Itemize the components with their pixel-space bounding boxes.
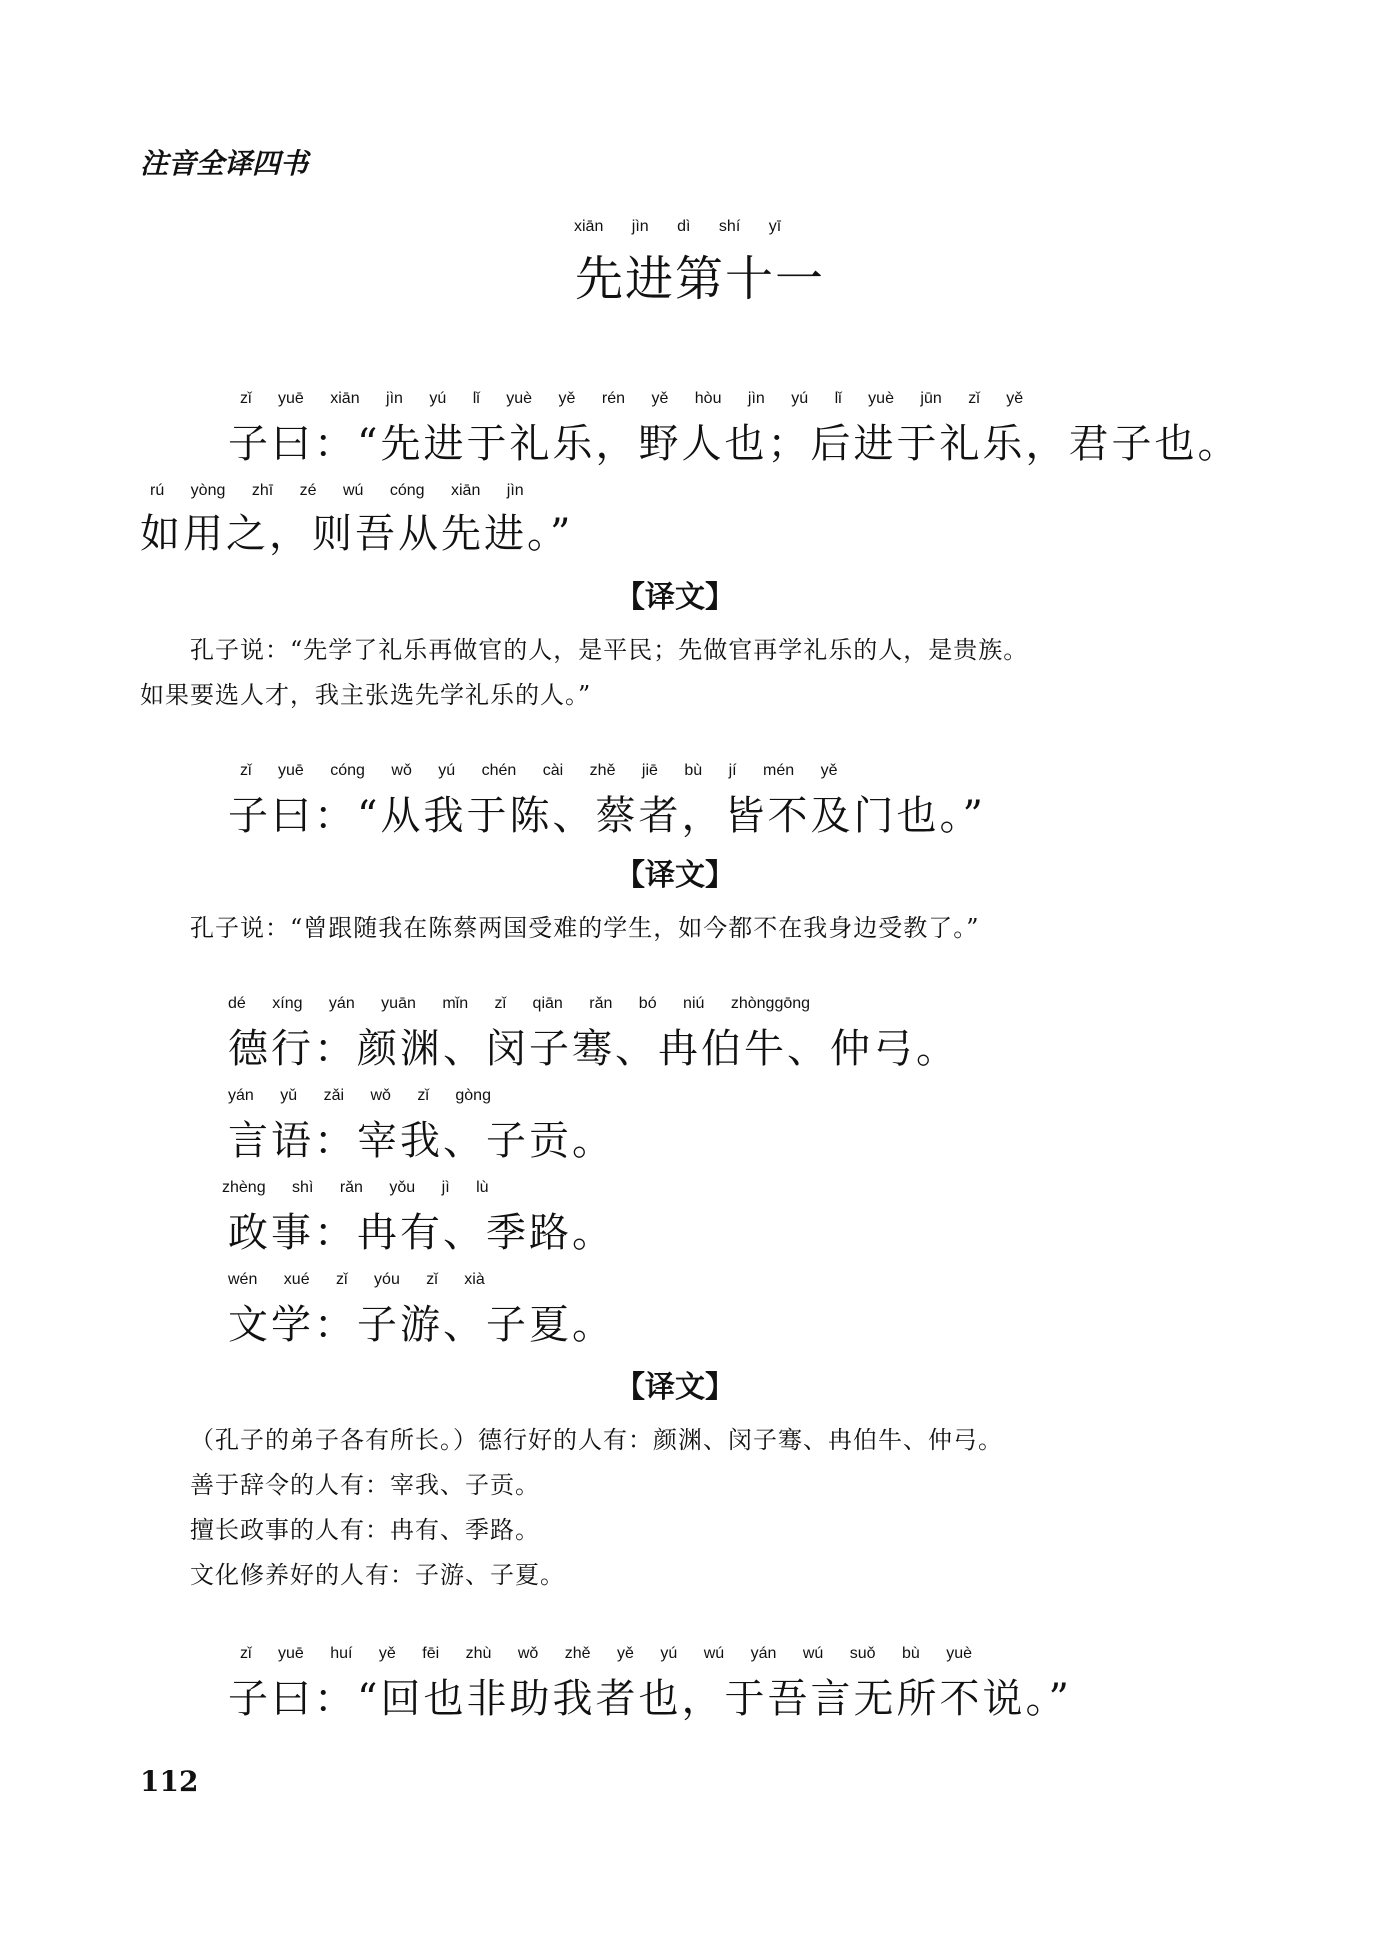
passage-pinyin: zǐ yuē huí yě fēi zhù wǒ zhě yě yú wú yán wú suǒ bù yuè [240, 1645, 973, 1662]
translation-line: 如果要选人才，我主张选先学礼乐的人。” [140, 681, 592, 709]
passage-text: 子曰：“回也非助我者也，于吾言无所不说。” [228, 1676, 1072, 1722]
passage-text: 子曰：“从我于陈、蔡者，皆不及门也。” [228, 793, 986, 839]
book-header: 注音全译四书 [140, 147, 309, 180]
passage-text: 如用之，则吾从先进。” [140, 511, 574, 557]
translation-line: 擅长政事的人有：冉有、季路。 [190, 1516, 540, 1544]
translation-line: 孔子说：“曾跟随我在陈蔡两国受难的学生，如今都不在我身边受教了。” [190, 914, 980, 942]
translation-heading: 【译文】 [615, 580, 735, 615]
passage-text: 政事：冉有、季路。 [228, 1210, 615, 1256]
chapter-title-pinyin: xiān jìn dì shí yī [574, 218, 782, 235]
passage-text: 言语：宰我、子贡。 [228, 1118, 615, 1164]
translation-heading: 【译文】 [615, 1370, 735, 1405]
page-number: 112 [140, 1765, 199, 1798]
passage-pinyin: dé xíng yán yuān mǐn zǐ qiān rǎn bó niú zhònggōng [228, 995, 811, 1012]
translation-heading: 【译文】 [615, 858, 735, 893]
passage-pinyin: zǐ yuē cóng wǒ yú chén cài zhě jiē bù jí mén yě [240, 762, 838, 779]
translation-line: 文化修养好的人有：子游、子夏。 [190, 1561, 565, 1589]
translation-line: （孔子的弟子各有所长。）德行好的人有：颜渊、闵子骞、冉伯牛、仲弓。 [190, 1426, 1003, 1454]
translation-line: 善于辞令的人有：宰我、子贡。 [190, 1471, 540, 1499]
passage-text: 子曰：“先进于礼乐，野人也；后进于礼乐，君子也。 [228, 421, 1241, 467]
passage-pinyin: zǐ yuē xiān jìn yú lǐ yuè yě rén yě hòu jìn yú lǐ yuè jūn zǐ yě [240, 390, 1024, 407]
passage-text: 文学：子游、子夏。 [228, 1302, 615, 1348]
passage-pinyin: zhèng shì rǎn yǒu jì lù [222, 1179, 489, 1196]
passage-text: 德行：颜渊、闵子骞、冉伯牛、仲弓。 [228, 1026, 959, 1072]
passage-pinyin: rú yòng zhī zé wú cóng xiān jìn [150, 482, 524, 499]
chapter-title: 先进第十一 [575, 251, 826, 307]
passage-pinyin: wén xué zǐ yóu zǐ xià [228, 1271, 485, 1288]
passage-pinyin: yán yǔ zǎi wǒ zǐ gòng [228, 1087, 491, 1104]
translation-line: 孔子说：“先学了礼乐再做官的人，是平民；先做官再学礼乐的人，是贵族。 [190, 636, 1029, 664]
